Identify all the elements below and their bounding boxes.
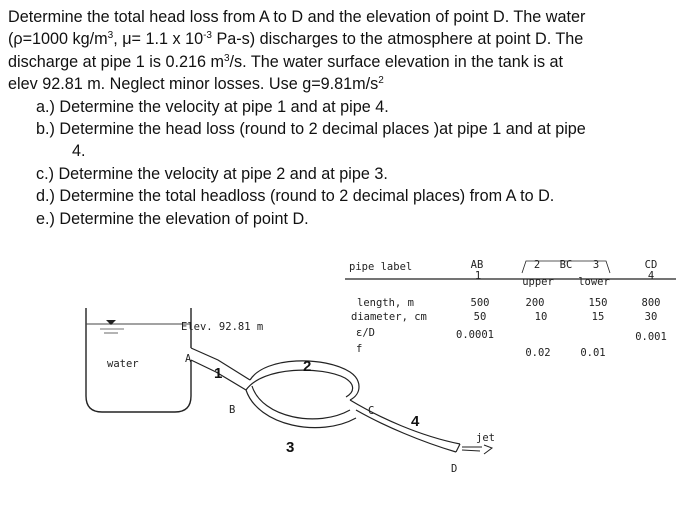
ab-eps: 0.0001 — [456, 329, 494, 341]
intro-text: /s. The water surface elevation in the tank is at — [229, 52, 564, 71]
pipe-1-number: 1 — [214, 365, 223, 382]
point-c-label: C — [368, 405, 375, 417]
col-3-top: 3 — [592, 259, 600, 271]
col-3-f: 0.01 — [580, 347, 606, 359]
intro-text: (ρ=1000 kg/m — [8, 30, 108, 49]
pipe-4-number: 4 — [411, 413, 420, 430]
col-2-length: 200 — [525, 297, 545, 309]
ab-diameter: 50 — [473, 311, 487, 323]
intro-text: , μ= 1.1 x 10 — [113, 30, 204, 49]
point-d-label: D — [451, 463, 458, 475]
col-cd-bottom: 4 — [647, 270, 655, 282]
intro-sup: 2 — [378, 75, 384, 87]
col-bc-label: BC — [559, 259, 573, 271]
problem-intro — [8, 6, 692, 96]
pipe-diagram — [0, 248, 700, 520]
question-d: d.) Determine the total headloss (round to 2 decimal places) from A to D. — [36, 187, 555, 206]
intro-line-1: Determine the total head loss from A to D and the elevation of point D. The water — [8, 8, 586, 26]
col-3-bottom: lower — [578, 276, 610, 288]
pipe-system-figure — [0, 248, 700, 520]
intro-sup: -3 — [203, 30, 212, 42]
col-cd-top: CD — [644, 259, 658, 271]
intro-text: discharge at pipe 1 is 0.216 m — [8, 52, 224, 71]
row-label-eps: ε/D — [356, 327, 375, 339]
intro-text: Pa-s) discharges to the atmosphere at point D. The — [211, 30, 584, 49]
col-ab-bottom: 1 — [474, 270, 482, 282]
row-label-f: f — [356, 343, 363, 355]
jet-stream — [462, 445, 492, 454]
col-2-diameter: 10 — [534, 311, 548, 323]
col-2-f: 0.02 — [525, 347, 551, 359]
row-label-length: length, m — [357, 297, 414, 309]
row-label-diameter: diameter, cm — [351, 311, 427, 323]
pipe-4 — [350, 400, 460, 452]
point-a-label: A — [185, 353, 192, 365]
intro-text: elev 92.81 m. Neglect minor losses. Use g=9.81m/s — [8, 75, 379, 94]
col-3-length: 150 — [588, 297, 608, 309]
point-b-label: B — [229, 404, 236, 416]
col-3-diameter: 15 — [591, 311, 605, 323]
problem-statement — [8, 6, 692, 230]
question-c: c.) Determine the velocity at pipe 2 and at pipe 3. — [36, 164, 388, 183]
tank-label: water — [107, 358, 139, 370]
col-2-bottom: upper — [522, 276, 554, 288]
question-b-continued: 4. — [72, 142, 86, 161]
col-ab-top: AB — [470, 259, 484, 271]
cd-eps: 0.001 — [635, 331, 667, 343]
pipe-2-number: 2 — [303, 358, 312, 375]
pipe-3-number: 3 — [286, 439, 295, 456]
ab-length: 500 — [470, 297, 490, 309]
question-b: b.) Determine the head loss (round to 2 decimal places )at pipe 1 and at pipe — [36, 120, 586, 139]
intro-sup: 3 — [223, 52, 230, 64]
col-2-top: 2 — [533, 259, 541, 271]
question-e: e.) Determine the elevation of point D. — [36, 209, 309, 228]
question-a: a.) Determine the velocity at pipe 1 and at pipe 4. — [36, 97, 389, 116]
question-list — [8, 96, 692, 230]
table-row-header: pipe label — [349, 261, 413, 273]
cd-diameter: 30 — [644, 311, 658, 323]
intro-sup: 3 — [107, 30, 114, 42]
elevation-label: Elev. 92.81 m — [181, 321, 264, 333]
cd-length: 800 — [641, 297, 661, 309]
jet-label: jet — [476, 432, 495, 444]
